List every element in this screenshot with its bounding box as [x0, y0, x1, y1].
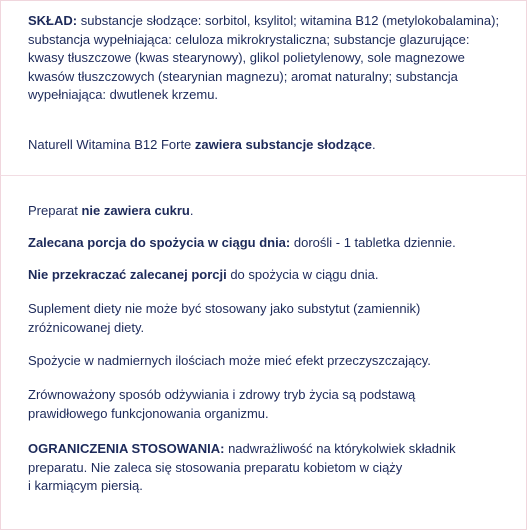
supplement-note-line2: zróżnicowanej diety. — [28, 319, 145, 335]
restrictions-line3: i karmiącym piersią. — [28, 478, 143, 493]
diet-note-line1: Zrównoważony sposób odżywiania i zdrowy tryb życia są podstawą — [28, 387, 416, 402]
supplement-note-line1: Suplement diety nie może być stosowany jako substytut (zamiennik) — [28, 301, 421, 316]
composition-panel — [0, 0, 527, 176]
sweetener-note-prefix: Naturell Witamina B12 Forte — [28, 137, 195, 152]
restrictions-label: OGRANICZENIA STOSOWANIA: — [28, 441, 225, 456]
sugar-note — [28, 202, 508, 221]
composition-paragraph — [28, 12, 508, 105]
sugar-note-suffix: . — [189, 203, 194, 218]
sweetener-note — [28, 136, 508, 155]
usage-panel — [0, 176, 527, 530]
diet-note-line2: prawidłowego funkcjonowania organizmu. — [28, 405, 269, 421]
do-not-exceed-note — [28, 266, 508, 285]
restrictions-line2: preparatu. Nie zaleca się stosowania preparatu kobietom w ciąży — [28, 459, 403, 475]
sugar-note-prefix: Preparat — [28, 203, 82, 218]
sweetener-note-suffix: . — [371, 137, 376, 152]
restrictions-note — [28, 440, 508, 496]
sweetener-note-bold: zawiera substancje słodzące — [194, 137, 372, 152]
do-not-exceed-label: Nie przekraczać zalecanej porcji — [28, 267, 227, 282]
composition-text: substancje słodzące: sorbitol, ksylitol; witamina B12 (metylokobalamina); substancja wypełniająca: celuloza mikrokrystaliczna; substancje glazurujące: kwasy tłuszczowe (kwas stearynowy), glikol polietylenowy, sole magnezowe kwasów tłuszczowych (stearynian magnezu); aromat naturalny; substancja wypełniająca: dwutlenek krzemu. — [28, 13, 500, 102]
diet-note — [28, 386, 508, 423]
do-not-exceed-text: do spożycia w ciągu dnia. — [226, 267, 379, 282]
laxative-note: Spożycie w nadmiernych ilościach może mieć efekt przeczyszczający. — [28, 353, 431, 368]
sugar-note-bold: nie zawiera cukru — [81, 203, 190, 218]
dose-note — [28, 234, 508, 253]
dose-label: Zalecana porcja do spożycia w ciągu dnia: — [28, 235, 291, 250]
composition-label: SKŁAD: — [28, 13, 78, 28]
restrictions-line1: nadwrażliwość na którykolwiek składnik — [224, 441, 456, 456]
supplement-note — [28, 300, 508, 337]
dose-text: dorośli - 1 tabletka dziennie. — [290, 235, 456, 250]
